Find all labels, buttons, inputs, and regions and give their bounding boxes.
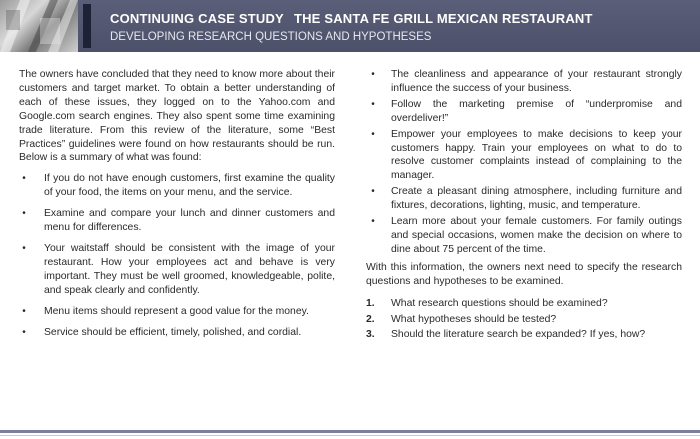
list-item-text: Empower your employees to make decisions to keep your customers happy. Train your employees on what to do to resolve customer complaints instead of complaining to the manager. [391,128,682,182]
question-number: 1. [366,297,375,309]
footer-rule-thin [0,435,700,436]
case-study-title [110,11,593,26]
question-text: What research questions should be examined? [391,297,608,309]
bullet-icon: • [22,242,26,254]
list-item-text: Menu items should represent a good value for the money. [44,305,309,317]
list-item [19,326,335,340]
questions-list [366,297,682,343]
left-bullet-list [19,172,335,339]
list-item [366,215,682,257]
bullet-icon: • [22,326,26,338]
bullet-icon: • [371,98,375,110]
right-column [366,68,682,344]
bullet-icon: • [371,186,375,198]
question-item [366,313,682,327]
intro-paragraph: The owners have concluded that they need to know more about their customers and target market. To obtain a better understanding of each of these issues, they logged on to the Yahoo.com and Google.com search engines. They also spent some time examining trade literature. From this review of the literature, some “Best Practices” guidelines were found on how restaurants should be run. Below is a summary of what was found: [19,69,335,164]
header-photo [0,0,78,52]
list-item-text: Create a pleasant dining atmosphere, including furniture and fixtures, decorations, lighting, music, and temperature. [391,186,682,212]
bullet-icon: • [371,216,375,228]
bullet-icon: • [371,69,375,80]
question-number: 2. [366,313,375,325]
list-item [366,68,682,96]
list-item-text: If you do not have enough customers, first examine the quality of your food, the items on your menu, and the service. [44,173,335,199]
list-item [366,185,682,213]
question-number: 3. [366,329,375,341]
list-item-text: Your waitstaff should be consistent with the image of your restaurant. How your employees act and behave is very important. They must be well groomed, knowledgeable, polite, and speak clearly and confidently. [44,242,335,296]
list-item [19,207,335,235]
list-item [19,172,335,200]
question-item [366,328,682,342]
header-accent-bar [83,4,91,48]
case-study-label: CONTINUING CASE STUDY [110,11,284,26]
restaurant-name: THE SANTA FE GRILL MEXICAN RESTAURANT [293,11,593,26]
list-item-text: Follow the marketing premise of “underpromise and overdeliver!” [391,98,682,124]
bullet-icon: • [371,128,375,140]
bullet-icon: • [22,173,26,185]
right-bullet-list [366,68,682,257]
bullet-icon: • [22,208,26,220]
question-item [366,297,682,311]
list-item-text: Service should be efficient, timely, polished, and cordial. [44,326,302,338]
question-text: Should the literature search be expanded? If yes, how? [391,329,646,341]
header-banner [0,0,700,52]
question-text: What hypotheses should be tested? [391,313,557,325]
transition-paragraph: With this information, the owners next need to specify the research questions and hypotheses to be examined. [366,261,682,287]
list-item-text: The cleanliness and appearance of your restaurant strongly influence the success of your business. [391,69,682,94]
case-study-subtitle: DEVELOPING RESEARCH QUESTIONS AND HYPOTHESES [110,31,432,43]
list-item-text: Examine and compare your lunch and dinner customers and menu for differences. [44,208,335,234]
bullet-icon: • [22,305,26,317]
list-item [19,305,335,319]
list-item-text: Learn more about your female customers. For family outings and special occasions, women make the decision on where to dine about 75 percent of the time. [391,216,682,255]
left-column [19,68,335,346]
list-item [19,242,335,298]
footer-rule [0,430,700,433]
list-item [366,98,682,126]
list-item [366,128,682,184]
